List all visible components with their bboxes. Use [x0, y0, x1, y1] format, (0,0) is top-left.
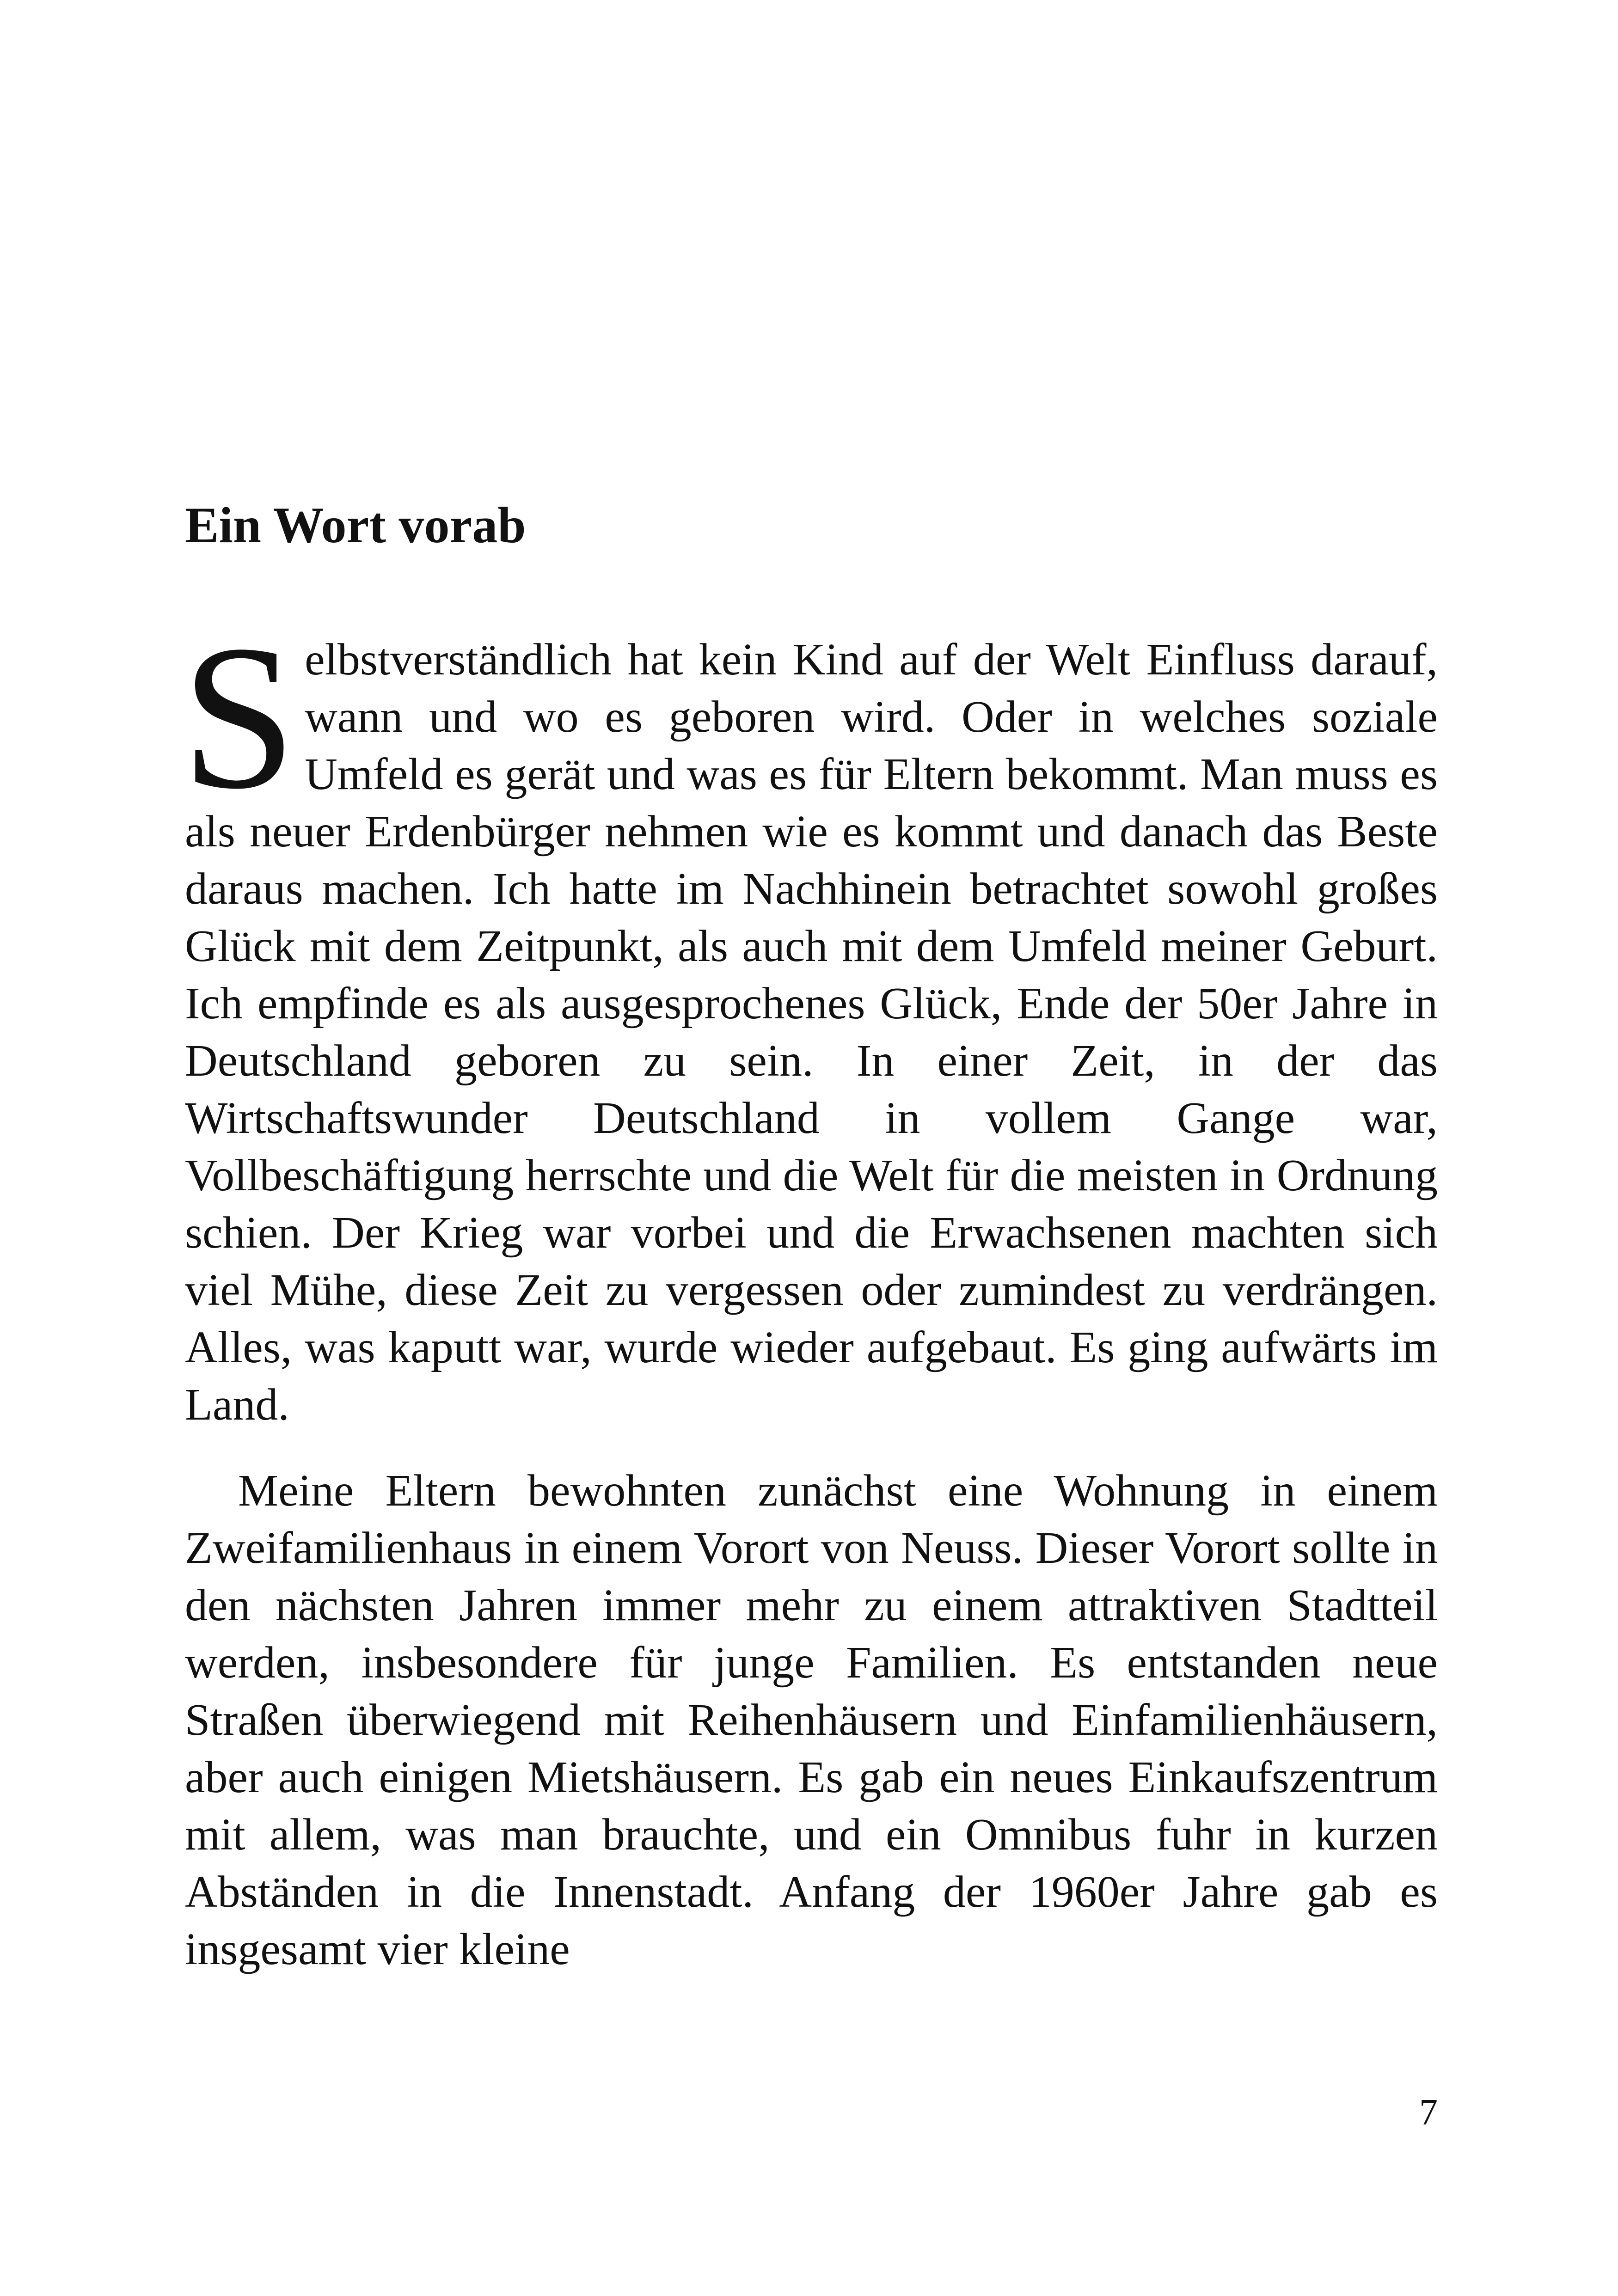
paragraph-2: Meine Eltern bewohnten zunächst eine Wohnung in einem Zweifamilienhaus in einem Vorort von Neuss. Dieser Vorort sollte in den nächsten Jahren immer mehr zu einem attraktiven Stadtteil werden, insbesondere für junge Familien. Es entstanden neue Straßen überwiegend mit Reihenhäusern und Einfamilienhäusern, aber auch einigen Mietshäusern. Es gab ein neues Einkaufszentrum mit allem, was man brauchte, und ein Omnibus fuhr in kurzen Abständen in die Innenstadt. Anfang der 1960er Jahre gab es insgesamt vier kleine	[185, 1466, 1438, 1974]
drop-cap-initial: S	[181, 602, 297, 832]
paragraph-1-text: elbstverständlich hat kein Kind auf der Welt Einfluss darauf, wann und wo es geboren wird. Oder in welches soziale Umfeld es gerät und was es für Eltern bekommt. Man muss es als neuer Erdenbürger nehmen wie es kommt und danach das Beste daraus machen. Ich hatte im Nachhinein betrachtet sowohl großes Glück mit dem Zeitpunkt, als auch mit dem Umfeld meiner Geburt. Ich empfinde es als ausgesprochenes Glück, Ende der 50er Jahre in Deutschland geboren zu sein. In einer Zeit, in der das Wirtschaftswunder Deutschland in vollem Gange war, Vollbeschäftigung herrschte und die Welt für die meisten in Ordnung schien. Der Krieg war vorbei und die Erwachsenen machten sich viel Mühe, diese Zeit zu vergessen oder zumindest zu verdrängen. Alles, was kaputt war, wurde wieder aufgebaut. Es ging aufwärts im Land.	[185, 635, 1438, 1430]
page-number: 7	[1419, 2092, 1438, 2133]
chapter-title: Ein Wort vorab	[185, 497, 526, 553]
paragraph-1	[181, 602, 1438, 1433]
body-text	[181, 602, 1438, 1978]
